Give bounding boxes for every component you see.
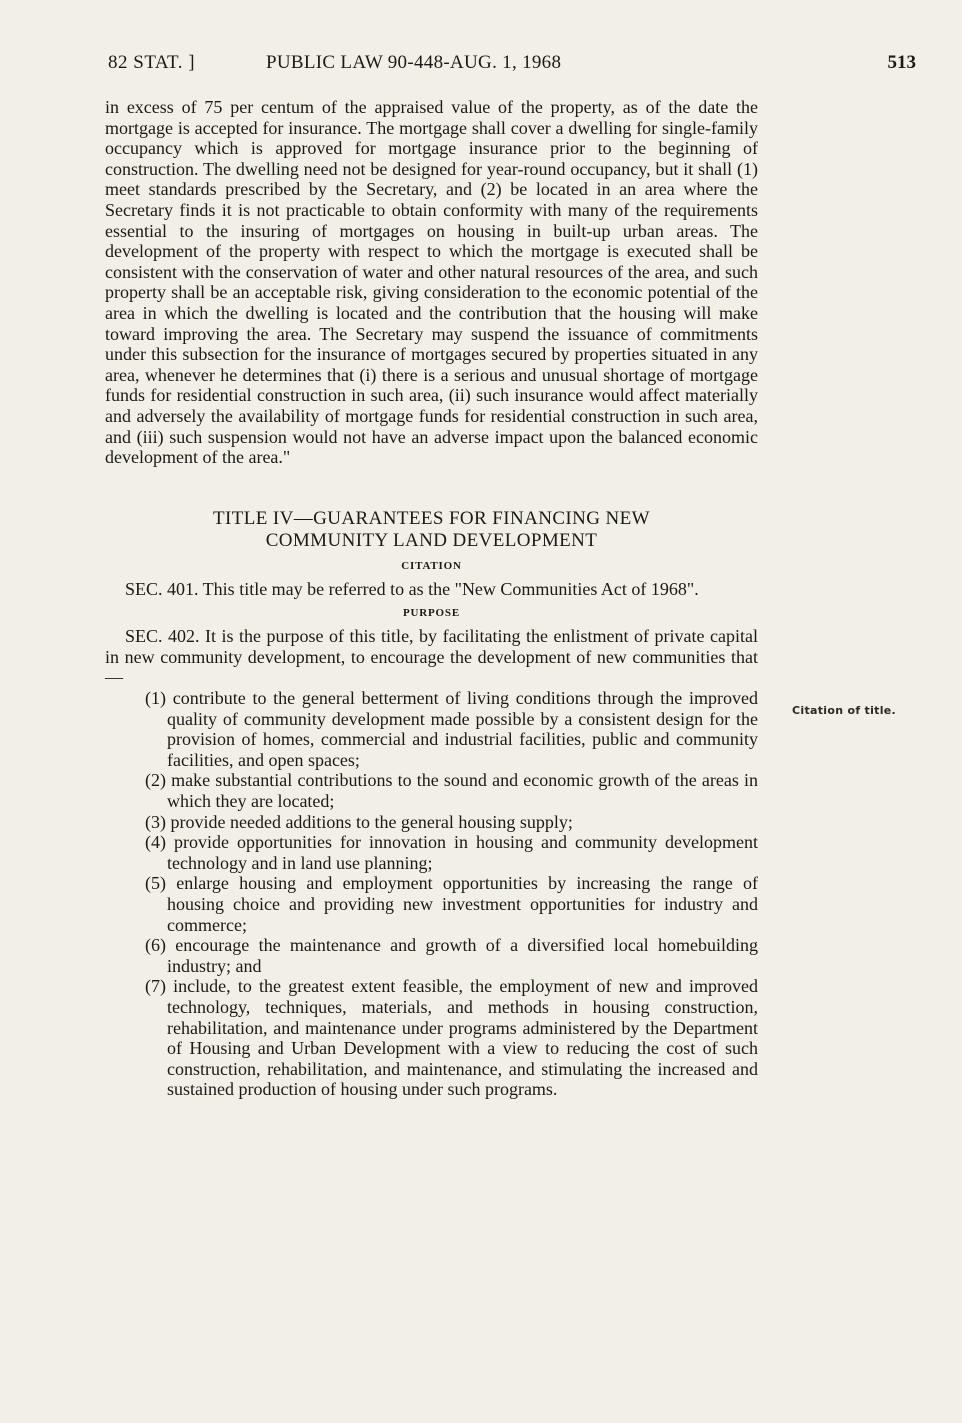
purpose-heading: PURPOSE xyxy=(403,607,460,620)
section-401-text: SEC. 401. This title may be referred to as the "New Communities Act of 1968". xyxy=(125,578,699,599)
purpose-item-2: (2) make substantial contributions to the sound and economic growth of the areas in which they are located; xyxy=(145,770,758,812)
title-line-1: TITLE IV—GUARANTEES FOR FINANCING NEW xyxy=(213,507,650,529)
purpose-item-5: (5) enlarge housing and employment opportunities by increasing the range of housing choice and providing new investment opportunities for industry and commerce; xyxy=(145,873,758,935)
running-title: PUBLIC LAW 90-448-AUG. 1, 1968 xyxy=(266,52,562,73)
section-402-intro: SEC. 402. It is the purpose of this title, by facilitating the enlistment of private capital in new community development, to encourage the development of new communities that— xyxy=(105,626,758,688)
purpose-list xyxy=(105,688,758,1100)
purpose-item-1: (1) contribute to the general betterment of living conditions through the improved quality of community development made possible by a consistent design for the provision of homes, commercial and industrial facilities, public and community facilities, and open spaces; xyxy=(145,688,758,770)
purpose-item-7: (7) include, to the greatest extent feasible, the employment of new and improved technology, techniques, materials, and methods in housing construction, rehabilitation, and maintenance under programs administered by the Department of Housing and Urban Development with a view to reducing the cost of such construction, rehabilitation, and maintenance, and stimulating the increased and sustained production of housing under such programs. xyxy=(145,976,758,1100)
opening-paragraph: in excess of 75 per centum of the appraised value of the property, as of the date the mortgage is accepted for insurance. The mortgage shall cover a dwelling for single-family occupancy which is approved for mortgage insurance prior to the beginning of construction. The dwelling need not be designed for year-round occupancy, but it shall (1) meet standards prescribed by the Secretary, and (2) be located in an area where the Secretary finds it is not practicable to obtain conformity with many of the requirements essential to the insuring of mortgages on housing in built-up urban areas. The development of the property with respect to which the mortgage is executed shall be consistent with the conservation of water and other natural resources of the area, and such property shall be an acceptable risk, giving consideration to the economic potential of the area in which the dwelling is located and the contribution that the housing will make toward improving the area. The Secretary may suspend the issuance of commitments under this subsection for the insurance of mortgages secured by properties situated in any area, whenever he determines that (i) there is a serious and unusual shortage of mortgage funds for residential construction in such area, (ii) such insurance would affect materially and adversely the availability of mortgage funds for residential construction in such area, and (iii) such suspension would not have an adverse impact upon the balanced economic development of the area." xyxy=(105,97,758,468)
title-heading xyxy=(105,508,758,552)
purpose-item-6: (6) encourage the maintenance and growth of a diversified local homebuilding industry; and xyxy=(145,935,758,976)
purpose-item-4: (4) provide opportunities for innovation in housing and community development technology and in land use planning; xyxy=(145,832,758,873)
purpose-item-3: (3) provide needed additions to the general housing supply; xyxy=(145,811,573,832)
statute-reference: 82 STAT. ] xyxy=(108,52,196,73)
page-number: 513 xyxy=(887,52,916,73)
marginal-note: Citation of title. xyxy=(792,704,897,717)
title-line-2: COMMUNITY LAND DEVELOPMENT xyxy=(265,529,598,551)
page-header xyxy=(108,52,916,78)
page-body xyxy=(105,97,758,1100)
citation-heading: CITATION xyxy=(401,559,462,572)
